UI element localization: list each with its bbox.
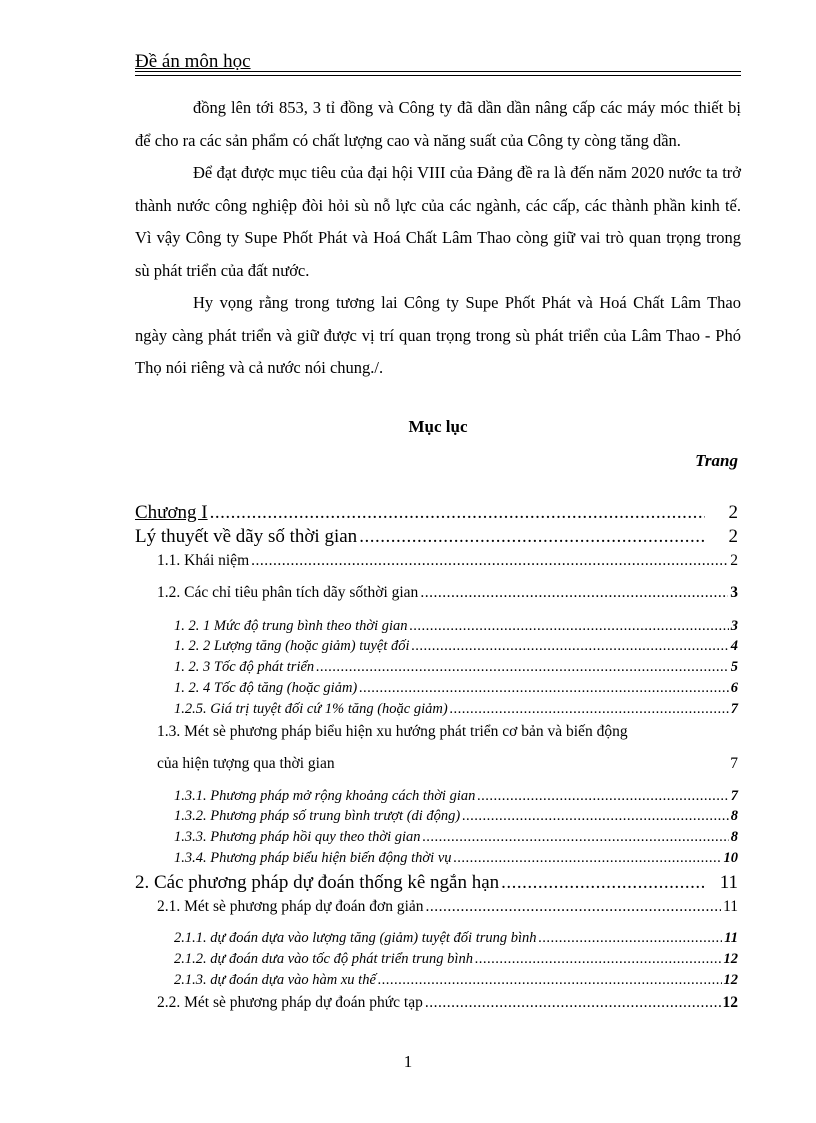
toc-entry-title: 2.1.3. dự đoán dựa vào hàm xu thế (174, 972, 376, 988)
toc-entry-title: 1.3.2. Phương pháp số trung bình trượt (di động) (174, 808, 461, 824)
toc-entry (157, 897, 738, 917)
toc-entry-title: 1. 2. 3 Tốc độ phát triển (174, 659, 315, 675)
toc-entry-page: 3 (730, 584, 738, 601)
toc-leader-dots (462, 807, 728, 826)
toc-entry-page: 12 (722, 994, 738, 1011)
header-rule-double (135, 75, 741, 76)
toc-entry-page: 7 (730, 755, 738, 772)
toc-entry-title: 2. Các phương pháp dự đoán thống kê ngắn hạn (135, 872, 500, 893)
toc-entry-page: 2 (728, 502, 738, 523)
toc-leader-dots (359, 526, 704, 548)
toc-leader-dots (210, 502, 705, 524)
toc-entry-title: 2.2. Mét sè phương pháp dự đoán phức tạp (157, 994, 423, 1011)
toc-page-label: Trang (695, 451, 738, 470)
toc-entry-page: 11 (719, 872, 738, 893)
toc-leader-dots (423, 828, 729, 847)
toc-entry (157, 716, 738, 780)
toc-entry-title: 1.3.3. Phương pháp hồi quy theo thời gian (174, 829, 421, 845)
paragraph: đồng lên tới 853, 3 tỉ đồng và Công ty đã dần dần nâng cấp các máy móc thiết bị để cho ra các sản phẩm có chất lượng cao và năng suất của Công ty còng tăng dần. (135, 98, 741, 150)
toc-entry-title: 2.1.1. dự đoán dựa vào lượng tăng (giảm) tuyệt đối trung bình (174, 930, 537, 946)
toc-entry (157, 583, 738, 603)
toc-entry-page: 7 (730, 701, 738, 717)
toc-entry (135, 526, 738, 548)
toc-entry-title: 1.2. Các chỉ tiêu phân tích dãy sốthời gian (157, 584, 419, 601)
toc-entry-title: Chương I (135, 502, 208, 523)
toc-entry-page: 10 (723, 850, 738, 866)
toc-entry-page: 11 (724, 930, 738, 946)
toc-entry (174, 658, 738, 677)
page-number: 1 (403, 1052, 413, 1071)
page-header (135, 50, 741, 76)
toc-entry-title: 1.2.5. Giá trị tuyệt đối cứ 1% tăng (hoặc giảm) (174, 701, 448, 717)
toc-entry (174, 787, 738, 806)
toc-entry-page: 8 (730, 808, 738, 824)
toc-entry (157, 551, 738, 571)
toc-entry-title: Lý thuyết về dãy số thời gian (135, 526, 358, 547)
header-rule (135, 71, 741, 72)
toc-leader-dots (501, 872, 704, 894)
toc-leader-dots (359, 679, 729, 698)
toc-entry-page: 5 (730, 659, 738, 675)
toc-entry-page: 4 (730, 638, 738, 654)
toc-entry (174, 849, 738, 868)
toc-entry-page: 8 (730, 829, 738, 845)
toc-entry-page: 2 (730, 552, 738, 569)
toc-entry (174, 617, 738, 636)
toc-entry (174, 637, 738, 656)
toc-entry (174, 929, 738, 948)
toc-entry-title: 1. 2. 2 Lượng tăng (hoặc giảm) tuyệt đối (174, 638, 410, 654)
toc-entry-page: 11 (723, 898, 738, 915)
toc-entry-title: 2.1. Mét sè phương pháp dự đoán đơn giản (157, 898, 424, 915)
toc-entry-title: 1.3.1. Phương pháp mở rộng khoảng cách thời gian (174, 788, 476, 804)
header-title: Đề án môn học (135, 51, 251, 72)
toc-entry (174, 950, 738, 969)
paragraph: Để đạt được mục tiêu của đại hội VIII của Đảng đề ra là đến năm 2020 nước ta trở thành nước công nghiệp đòi hỏi sù nỗ lực của các ngành, các cấp, các thành phần kinh tế. Vì vậy Công ty Supe Phốt Phát và Hoá Chất Lâm Thao còng giữ vai trò quan trọng trong sù phát triển của đất nước. (135, 163, 741, 280)
toc-entry-page: 12 (723, 951, 738, 967)
toc-entry-title: 1. 2. 4 Tốc độ tăng (hoặc giảm) (174, 680, 358, 696)
toc-entry (157, 993, 738, 1013)
toc-leader-dots (251, 551, 728, 571)
toc-leader-dots (475, 950, 722, 969)
toc-leader-dots (420, 583, 728, 603)
toc-entry-page: 12 (723, 972, 738, 988)
toc-entry (174, 828, 738, 847)
toc-entry (174, 679, 738, 698)
toc-leader-dots (425, 993, 721, 1013)
toc-heading: Mục lục (408, 417, 468, 436)
toc-entry (174, 971, 738, 990)
toc-entry-title: 2.1.2. dự đoán dưa vào tốc độ phát triển trung bình (174, 951, 473, 967)
toc-leader-dots (316, 658, 729, 677)
toc-entry-title: 1.1. Khái niệm (157, 552, 250, 569)
toc-leader-dots (539, 929, 723, 948)
toc-leader-dots (426, 897, 722, 917)
toc-leader-dots (477, 787, 728, 806)
toc-entry-line (157, 748, 738, 780)
toc-entry (135, 872, 738, 894)
toc-entry-page: 2 (728, 526, 738, 547)
toc-entry-page: 6 (730, 680, 738, 696)
toc-leader-dots (454, 849, 722, 868)
body-text (135, 92, 741, 385)
toc-leader-dots (412, 637, 729, 656)
toc-leader-dots (410, 617, 729, 636)
toc-entry-title: 1. 2. 1 Mức độ trung bình theo thời gian (174, 618, 408, 634)
toc-entry (174, 807, 738, 826)
paragraph: Hy vọng rằng trong tương lai Công ty Supe Phốt Phát và Hoá Chất Lâm Thao ngày càng phát triển và giữ được vị trí quan trọng trong sù phát triển của Lâm Thao - Phó Thọ nói riêng và cả nước nói chung./. (135, 293, 741, 377)
toc-entry (135, 502, 738, 524)
toc-entry-page: 7 (730, 788, 738, 804)
toc-entry-title: 1.3.4. Phương pháp biểu hiện biến động thời vụ (174, 850, 452, 866)
toc-entry-title-cont: của hiện tượng qua thời gian (157, 755, 335, 772)
toc-leader-dots (378, 971, 722, 990)
toc-entry-title: 1.3. Mét sè phương pháp biểu hiện xu hướng phát triển cơ bản và biến động (157, 723, 628, 740)
toc-entry-page: 3 (730, 618, 738, 634)
